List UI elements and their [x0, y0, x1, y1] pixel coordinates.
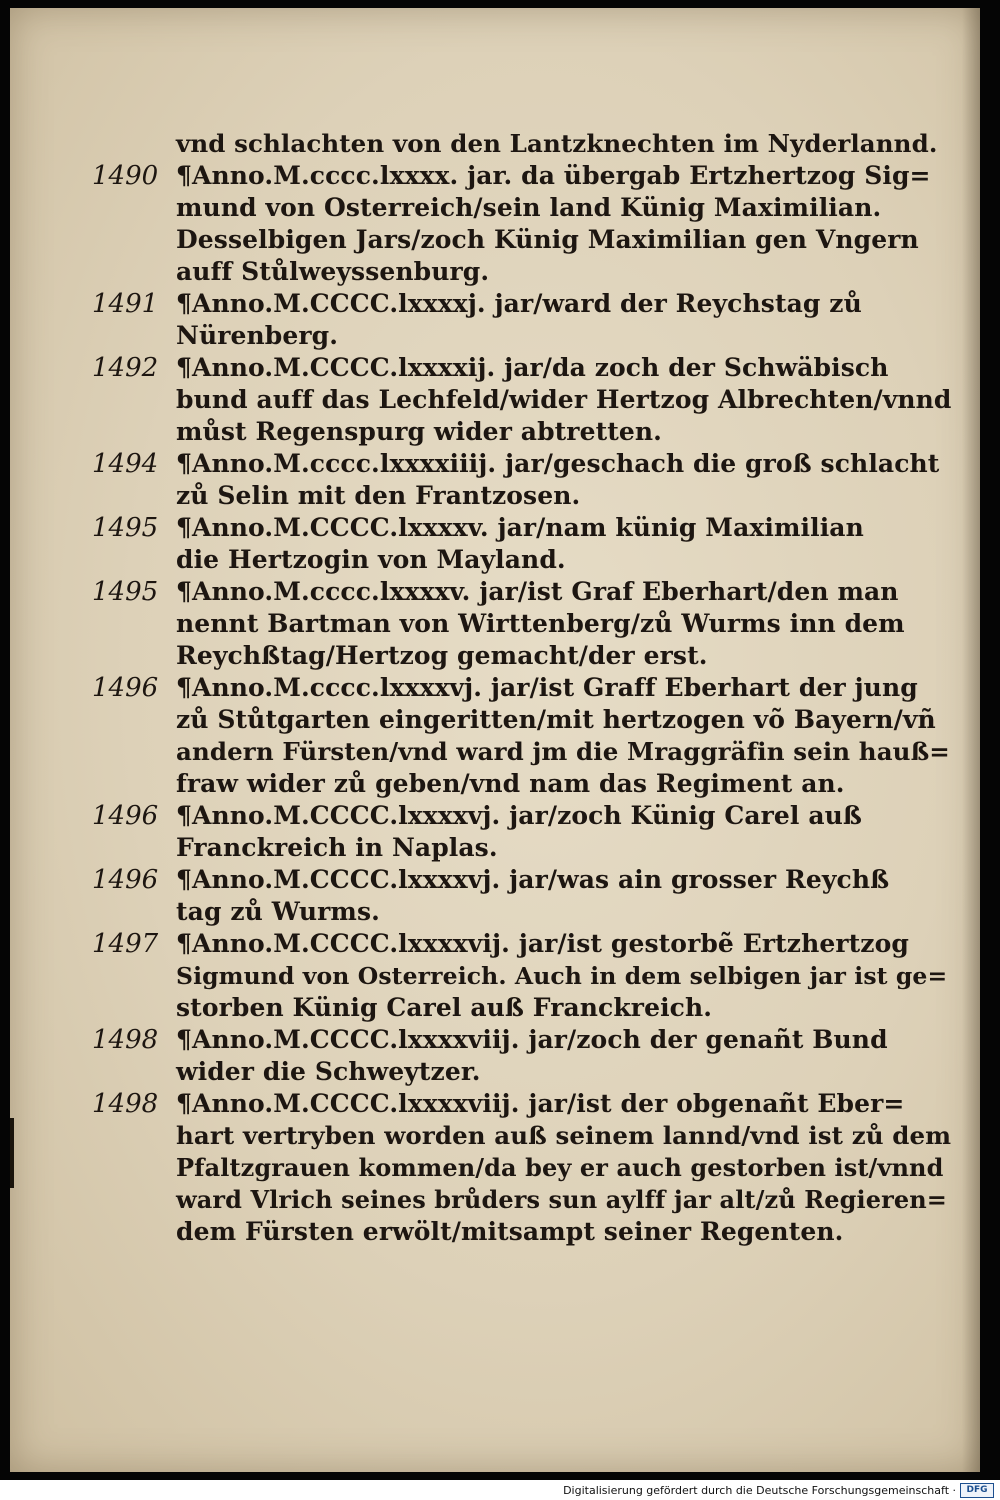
- chronicle-entry: [92, 128, 952, 160]
- binding-mark: [10, 1118, 14, 1188]
- footer-bar: [0, 1480, 1000, 1500]
- entry-year: 1497: [92, 929, 159, 959]
- entry-line: ¶Anno.M.CCCC.lxxxxviij. jar/ist der obgenañt Eber=: [176, 1089, 905, 1118]
- chronicle-entry: [92, 448, 952, 512]
- entry-line: ¶Anno.M.CCCC.lxxxxv. jar/nam künig Maximilian: [176, 513, 864, 542]
- entry-line: ward Vlrich seines brůders sun aylff jar alt/zů Regieren=: [176, 1185, 947, 1214]
- book-page: [10, 8, 980, 1472]
- entry-line: vnd schlachten von den Lantzknechten im Nyderlannd.: [176, 129, 938, 158]
- entry-line: tag zů Wurms.: [176, 897, 380, 926]
- entry-line: ¶Anno.M.cccc.lxxxxvj. jar/ist Graff Eberhart der jung: [176, 673, 918, 702]
- entry-line: zů Stůtgarten eingeritten/mit hertzogen võ Bayern/vñ: [176, 705, 936, 734]
- entry-year: 1495: [92, 513, 159, 543]
- entry-year: 1491: [92, 289, 159, 319]
- entry-year: 1496: [92, 673, 159, 703]
- chronicle-entry: [92, 800, 952, 864]
- entry-line: ¶Anno.M.CCCC.lxxxxvj. jar/zoch Künig Carel auß: [176, 801, 862, 830]
- entry-line: Pfaltzgrauen kommen/da bey er auch gestorben ist/vnnd: [176, 1153, 944, 1182]
- entry-line: dem Fürsten erwölt/mitsampt seiner Regenten.: [176, 1217, 844, 1246]
- entry-line: ¶Anno.M.CCCC.lxxxxvj. jar/was ain grosser Reychß: [176, 865, 890, 894]
- entry-year: 1495: [92, 577, 159, 607]
- entry-line: zů Selin mit den Frantzosen.: [176, 481, 581, 510]
- entry-year: 1498: [92, 1025, 159, 1055]
- entry-line: bund auff das Lechfeld/wider Hertzog Albrechten/vnnd: [176, 385, 952, 414]
- chronicle-entry: [92, 1024, 952, 1088]
- entry-line: nennt Bartman von Wirttenberg/zů Wurms inn dem: [176, 609, 905, 638]
- chronicle-entry: [92, 512, 952, 576]
- entry-line: ¶Anno.M.cccc.lxxxxiiij. jar/geschach die groß schlacht: [176, 449, 940, 478]
- chronicle-entry: [92, 672, 952, 800]
- entry-line: andern Fürsten/vnd ward jm die Mraggräfin sein hauß=: [176, 737, 950, 766]
- entry-line: Desselbigen Jars/zoch Künig Maximilian gen Vngern: [176, 225, 919, 254]
- chronicle-entry: [92, 352, 952, 448]
- entry-line: ¶Anno.M.CCCC.lxxxxj. jar/ward der Reychstag zů: [176, 289, 862, 318]
- entry-line: můst Regenspurg wider abtretten.: [176, 417, 662, 446]
- dfg-logo: DFG: [960, 1483, 994, 1498]
- footer-credit: Digitalisierung gefördert durch die Deutsche Forschungsgemeinschaft ·: [563, 1484, 956, 1497]
- entry-year: 1498: [92, 1089, 159, 1119]
- entry-line: ¶Anno.M.CCCC.lxxxxij. jar/da zoch der Schwäbisch: [176, 353, 889, 382]
- chronicle-entry: [92, 1088, 952, 1248]
- entry-line: Reychßtag/Hertzog gemacht/der erst.: [176, 641, 708, 670]
- chronicle-entry: [92, 160, 952, 288]
- entry-year: 1494: [92, 449, 159, 479]
- chronicle-text-block: [92, 128, 952, 1248]
- chronicle-entry: [92, 864, 952, 928]
- entry-line: hart vertryben worden auß seinem lannd/vnd ist zů dem: [176, 1121, 952, 1150]
- entry-line: Franckreich in Naplas.: [176, 833, 498, 862]
- entry-line: die Hertzogin von Mayland.: [176, 545, 566, 574]
- entry-year: 1490: [92, 161, 159, 191]
- entry-line: auff Stůlweyssenburg.: [176, 257, 490, 286]
- entry-line: fraw wider zů geben/vnd nam das Regiment an.: [176, 769, 845, 798]
- entry-line: ¶Anno.M.cccc.lxxxx. jar. da übergab Ertzhertzog Sig=: [176, 161, 931, 190]
- entry-year: 1492: [92, 353, 159, 383]
- entry-year: 1496: [92, 865, 159, 895]
- entry-line: ¶Anno.M.cccc.lxxxxv. jar/ist Graf Eberhart/den man: [176, 577, 899, 606]
- entry-line: wider die Schweytzer.: [176, 1057, 481, 1086]
- entry-line: ¶Anno.M.CCCC.lxxxxvij. jar/ist gestorbẽ Ertzhertzog: [176, 929, 909, 958]
- entry-line: storben Künig Carel auß Franckreich.: [176, 993, 713, 1022]
- chronicle-entry: [92, 288, 952, 352]
- entry-year: 1496: [92, 801, 159, 831]
- entry-line: Nürenberg.: [176, 321, 339, 350]
- entry-line: mund von Osterreich/sein land Künig Maximilian.: [176, 193, 882, 222]
- entry-line: ¶Anno.M.CCCC.lxxxxviij. jar/zoch der genañt Bund: [176, 1025, 888, 1054]
- entry-line: Sigmund von Osterreich. Auch in dem selbigen jar ist ge=: [176, 962, 948, 990]
- chronicle-entry: [92, 928, 952, 1024]
- chronicle-entry: [92, 576, 952, 672]
